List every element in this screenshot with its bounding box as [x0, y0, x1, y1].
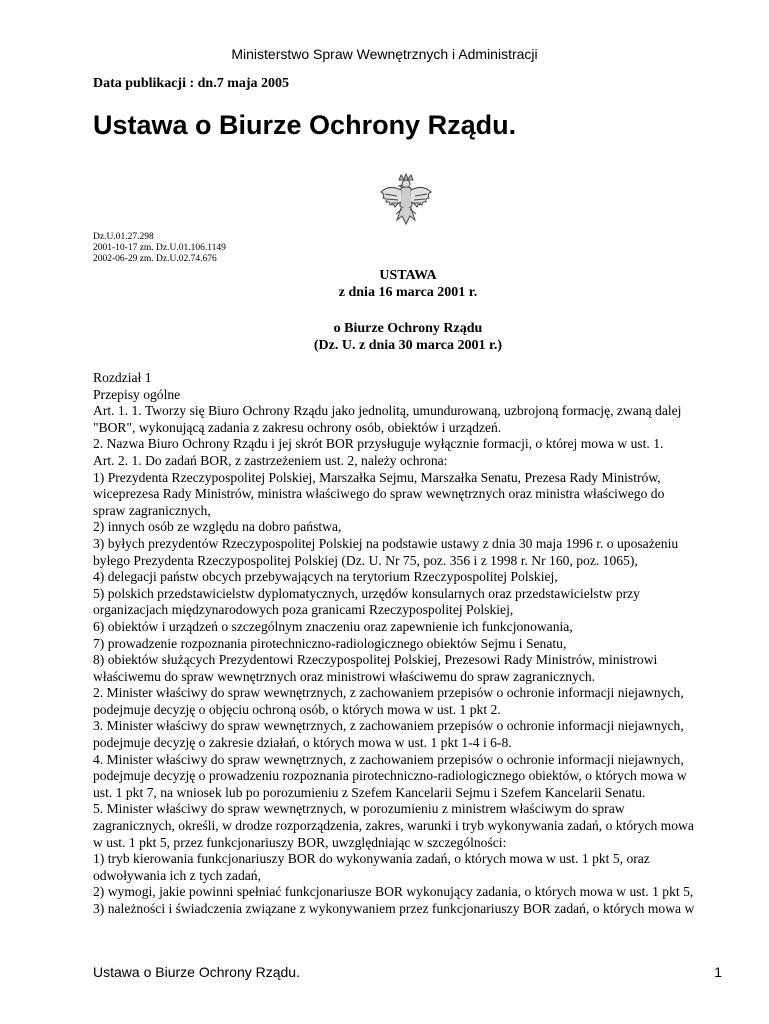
reference-line: 2002-06-29 zm. Dz.U.02.74.676 — [93, 254, 217, 264]
body-line: 4. Minister właściwy do spraw wewnętrznych, z zachowaniem przepisów o ochronie informacji niejawnych, — [93, 751, 684, 767]
body-line: spraw zagranicznych, — [93, 502, 211, 518]
body-line: 4) delegacji państw obcych przebywających na terytorium Rzeczypospolitej Polskiej, — [93, 569, 558, 585]
body-line: Rozdział 1 — [93, 370, 152, 385]
polish-eagle-icon — [377, 172, 435, 232]
body-line: byłego Prezydenta Rzeczypospolitej Polskiej (Dz. U. Nr 75, poz. 356 i z 1998 r. Nr 160, poz. 1065), — [93, 552, 638, 568]
journal-references — [93, 232, 226, 265]
publication-date: Data publikacji : dn.7 maja 2005 — [93, 76, 290, 91]
body-line: zagranicznych, określi, w drodze rozporządzenia, zakres, warunki i tryb wykonywania zadań, o których mowa — [93, 818, 694, 834]
body-line: 2. Nazwa Biuro Ochrony Rządu i jej skrót BOR przysługuje wyłącznie formacji, o której mowa w ust. 1. — [93, 436, 664, 452]
body-line: 3. Minister właściwy do spraw wewnętrznych, z zachowaniem przepisów o ochronie informacji niejawnych, — [93, 718, 684, 734]
footer-title: Ustawa o Biurze Ochrony Rządu. — [93, 964, 300, 980]
body-line: wiceprezesa Rady Ministrów, ministra właściwego do spraw wewnętrznych oraz ministra właściwego do — [93, 486, 665, 502]
body-line: podejmuje decyzję o zakresie działań, o których mowa w ust. 1 pkt 1-4 i 6-8. — [93, 735, 512, 751]
body-line: "BOR", wykonującą zadania z zakresu ochrony osób, obiektów i urządzeń. — [93, 419, 502, 435]
body-line: podejmuje decyzję o objęciu ochroną osób, o których mowa w ust. 1 pkt 2. — [93, 701, 501, 717]
act-type: USTAWA — [379, 268, 437, 283]
act-subject — [93, 320, 723, 354]
body-line: 5. Minister właściwy do spraw wewnętrznych, w porozumieniu z ministrem właściwym do spraw — [93, 801, 625, 817]
reference-line: Dz.U.01.27.298 — [93, 232, 154, 242]
ministry-header: Ministerstwo Spraw Wewnętrznych i Administracji — [231, 46, 538, 62]
body-line: 7) prowadzenie rozpoznania pirotechniczno-radiologicznego obiektów Sejmu i Senatu, — [93, 635, 567, 651]
body-line: Art. 2. 1. Do zadań BOR, z zastrzeżeniem ust. 2, należy ochrona: — [93, 452, 448, 468]
body-line: podejmuje decyzję o prowadzeniu rozpoznania pirotechniczno-radiologicznego obiektów, o których mowa w — [93, 768, 687, 784]
body-line: 2. Minister właściwy do spraw wewnętrznych, z zachowaniem przepisów o ochronie informacji niejawnych, — [93, 685, 684, 701]
body-line: 3) byłych prezydentów Rzeczypospolitej Polskiej na podstawie ustawy z dnia 30 maja 1996 r. o uposażeniu — [93, 535, 679, 551]
body-line: 2) innych osób ze względu na dobro państwa, — [93, 519, 342, 535]
act-heading — [93, 267, 723, 301]
body-line: 2) wymogi, jakie powinni spełniać funkcjonariusze BOR wykonujący zadania, o których mowa w ust. 1 pkt 5, — [93, 884, 694, 900]
body-line: 5) polskich przedstawicielstw dyplomatycznych, urzędów konsularnych oraz przedstawicielstw przy — [93, 585, 640, 601]
document-title: Ustawa o Biurze Ochrony Rządu. — [93, 110, 517, 140]
body-line: 8) obiektów służących Prezydentowi Rzeczypospolitej Polskiej, Prezesowi Rady Ministrów, ministrowi — [93, 652, 658, 668]
body-line: odwoływania ich z tych zadań, — [93, 867, 261, 883]
body-line: ust. 1 pkt 7, na wniosek lub po porozumieniu z Szefem Kancelarii Sejmu i Szefem Kancelarii Senatu. — [93, 784, 646, 800]
body-line: 1) tryb kierowania funkcjonariuszy BOR do wykonywania zadań, o których mowa w ust. 1 pkt 5, oraz — [93, 851, 650, 867]
act-journal-date: (Dz. U. z dnia 30 marca 2001 r.) — [313, 338, 503, 353]
body-line: 1) Prezydenta Rzeczypospolitej Polskiej, Marszałka Sejmu, Marszałka Senatu, Prezesa Rady Ministrów, — [93, 469, 661, 485]
body-line: właściwemu do spraw wewnętrznych oraz ministrowi właściwemu do spraw zagranicznych. — [93, 668, 596, 684]
reference-line: 2001-10-17 zm. Dz.U.01.106.1149 — [93, 243, 226, 253]
act-subject-title: o Biurze Ochrony Rządu — [333, 321, 483, 336]
body-line: 6) obiektów i urządzeń o szczególnym znaczeniu oraz zapewnienie ich funkcjonowania, — [93, 618, 573, 634]
act-date: z dnia 16 marca 2001 r. — [338, 285, 478, 300]
act-body — [93, 370, 725, 918]
body-line: Art. 1. 1. Tworzy się Biuro Ochrony Rządu jako jednolitą, umundurowaną, uzbrojoną formację, zwaną dalej — [93, 403, 682, 419]
body-line: w ust. 1 pkt 5, przez funkcjonariuszy BOR, uwzględniając w szczególności: — [93, 834, 507, 850]
body-line: organizacjach międzynarodowych poza granicami Rzeczypospolitej Polskiej, — [93, 602, 514, 618]
body-line: Przepisy ogólne — [93, 386, 181, 402]
page-number: 1 — [714, 964, 722, 980]
body-line: 3) należności i świadczenia związane z wykonywaniem przez funkcjonariuszy BOR zadań, o których mowa w — [93, 901, 695, 916]
